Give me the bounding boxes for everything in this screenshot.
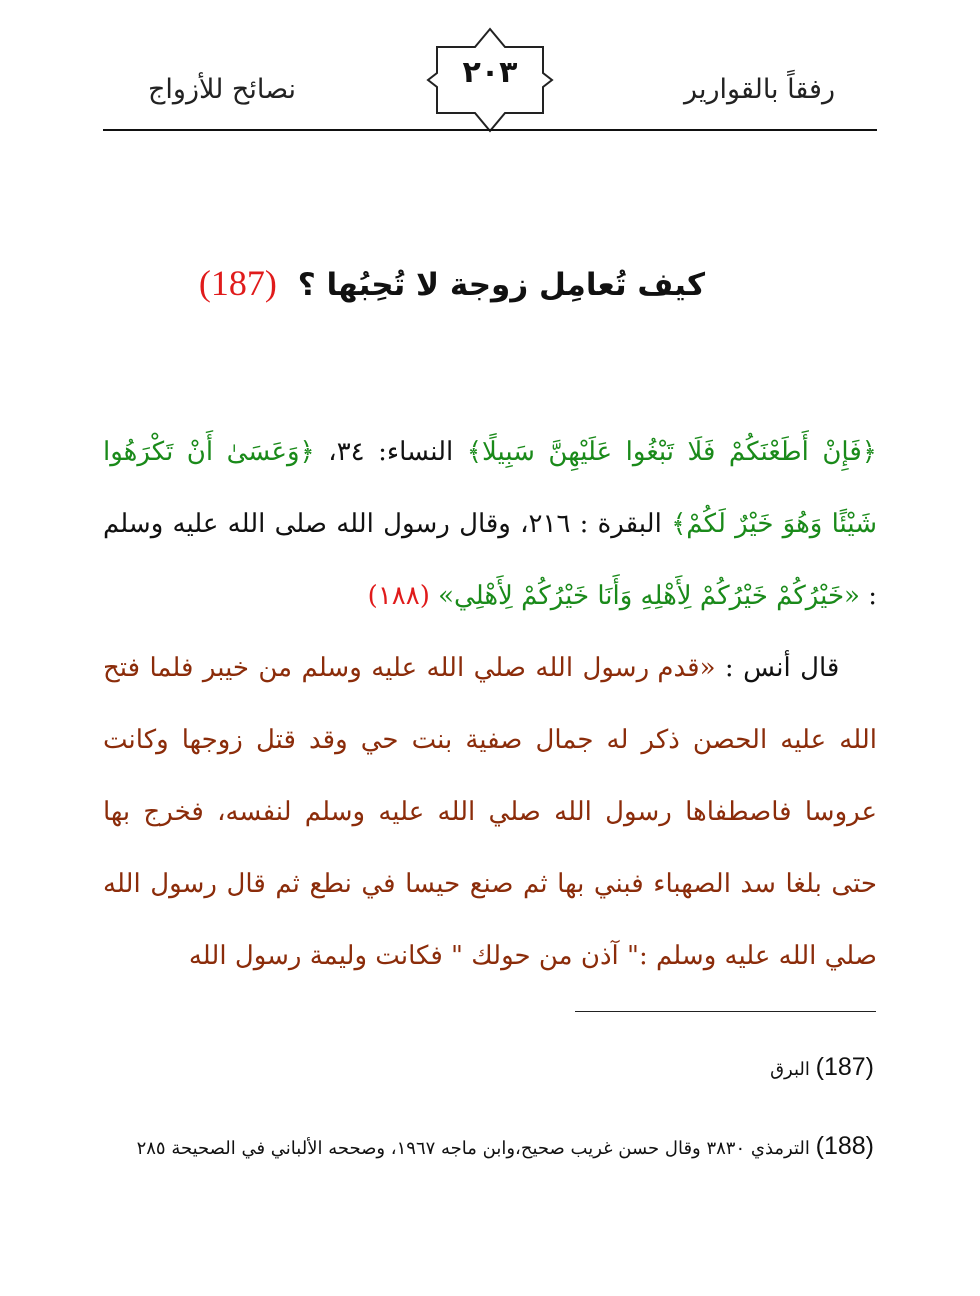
quran-verse-2: ﴿وَعَسَىٰ أَنْ تَكْرَهُوا شَيْئًا وَهُوَ خَيْرٌ لَكُمْ﴾ [103, 437, 877, 539]
footnote-text: الترمذي ٣٨٣٠ وقال حسن غريب صحيح،وابن ماجه ١٩٦٧، وصححه الألباني في الصحيحة ٢٨٥ [136, 1138, 810, 1159]
footnote-ref-187: (187) [198, 263, 277, 303]
page-number: ٢٠٣ [462, 55, 518, 90]
footnote-number: (187) [815, 1053, 874, 1081]
footnote-187 [474, 1053, 874, 1082]
quran-verse-1-reference: النساء: ٣٤، [328, 437, 454, 467]
footnote-188 [104, 1125, 874, 1170]
footnote-number: (188) [815, 1132, 874, 1160]
quran-verse-1: ﴿فَإِنْ أَطَعْنَكُمْ فَلَا تَبْغُوا عَلَيْهِنَّ سَبِيلًا﴾ [466, 437, 878, 467]
body-paragraph [103, 416, 877, 992]
hadith-text: «خَيْرُكُمْ خَيْرُكُمْ لِأَهْلِهِ وَأَنَا خَيْرُكُمْ لِأَهْلِي» [438, 581, 860, 611]
section-title-text: كيف تُعامِل زوجة لا تُحِبُها ؟ [297, 267, 705, 303]
story-text: «قدم رسول الله صلي الله عليه وسلم من خيبر فلما فتح الله عليه الحصن ذكر له جمال صفية بنت حي وقد قتل زوجها وكانت عروسا فاصطفاها رسول الله صلي الله عليه وسلم لنفسه، فخرج بها حتى بلغا سد الصهباء فبني بها ثم صنع حيسا في نطع ثم قال رسول الله صلي الله عليه وسلم :" آذن من حولك " فكانت وليمة رسول الله [103, 653, 877, 971]
header-divider [103, 129, 877, 131]
footnote-text: البرق [770, 1059, 810, 1080]
running-header-book-title: رفقاً بالقوارير [684, 74, 835, 105]
footnote-divider [575, 1011, 876, 1012]
footnote-ref-188: (١٨٨) [367, 581, 430, 611]
quran-verse-2-reference: البقرة : ٢١٦، وقال رسول الله صلى الله عليه وسلم : [103, 509, 877, 611]
page-number-badge [425, 25, 555, 135]
section-title [199, 262, 705, 304]
story-intro: قال أنس : [724, 653, 840, 683]
running-header-chapter-title: نصائح للأزواج [148, 74, 297, 105]
